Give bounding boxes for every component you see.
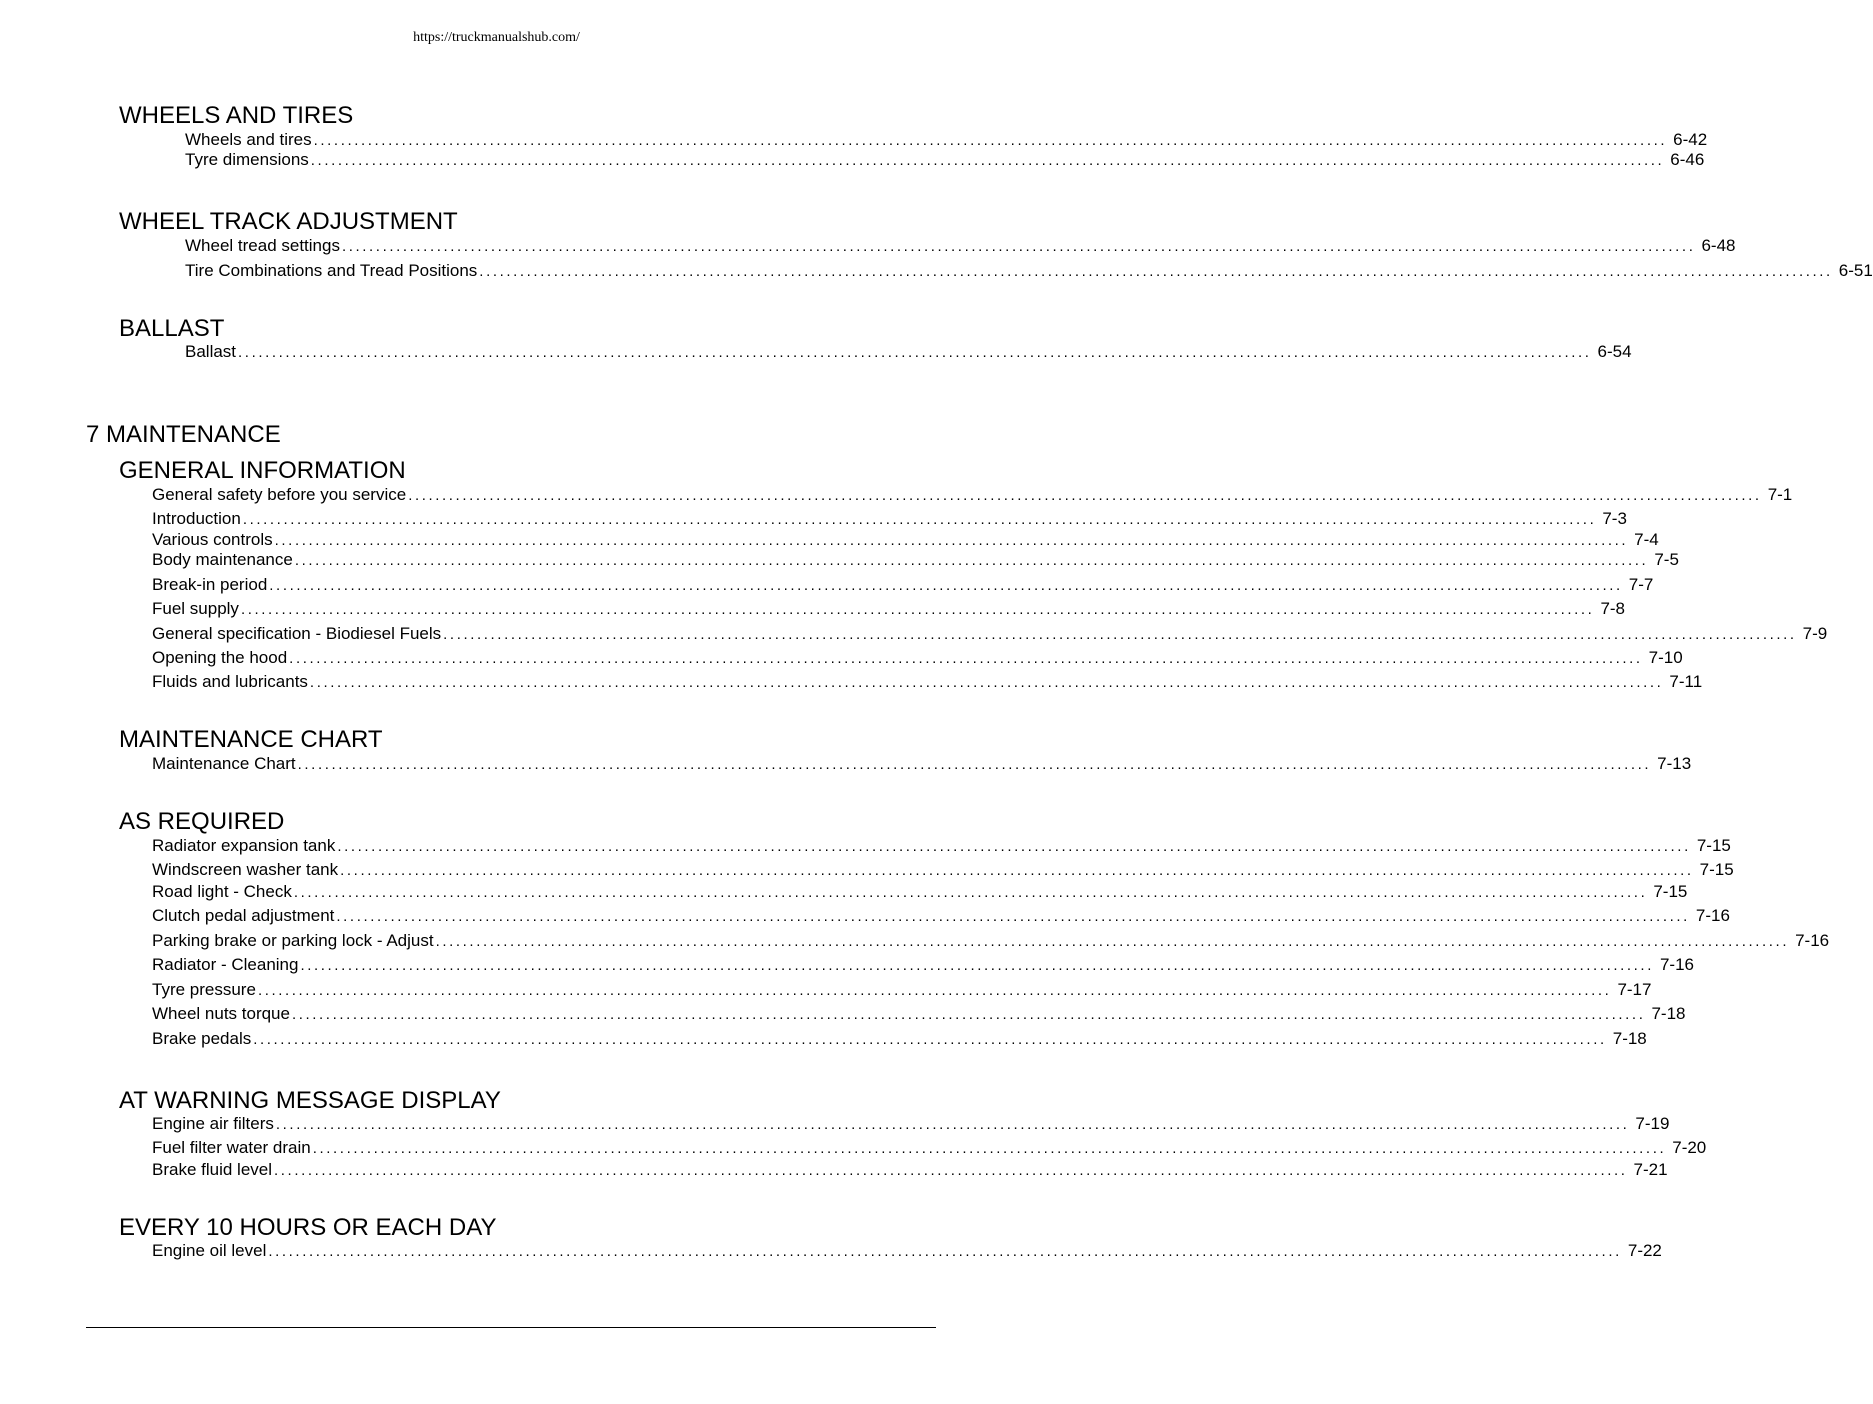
toc-entry-label: Fuel supply xyxy=(152,599,239,618)
toc-entry-page: 7-16 xyxy=(1795,931,1830,950)
toc-entry-label: Brake pedals xyxy=(152,1029,252,1048)
toc-entry-label: Fuel filter water drain xyxy=(152,1138,311,1157)
dot-leader: ........................................................................................................................................................................................................ xyxy=(408,487,1762,504)
toc-entry-label: Windscreen washer tank xyxy=(152,860,339,879)
toc-entry[interactable] xyxy=(152,574,1654,596)
toc-entry-page: 7-19 xyxy=(1635,1114,1670,1133)
toc-entry-page: 7-9 xyxy=(1802,624,1828,643)
toc-entry-label: Break-in period xyxy=(152,575,268,594)
toc-entry[interactable] xyxy=(152,484,1793,506)
toc-entry-label: Road light - Check xyxy=(152,882,292,901)
toc-entry-page: 7-10 xyxy=(1648,648,1683,667)
toc-entry[interactable] xyxy=(152,859,1734,881)
toc-entry-label: Brake fluid level xyxy=(152,1160,273,1179)
dot-leader: ........................................................................................................................................................................................................ xyxy=(289,650,1643,667)
toc-entry-page: 7-22 xyxy=(1627,1241,1662,1260)
toc-entry[interactable] xyxy=(152,930,1830,952)
toc-entry-page: 7-15 xyxy=(1696,836,1731,855)
toc-entry[interactable] xyxy=(152,1240,1662,1262)
toc-entry[interactable] xyxy=(152,671,1703,693)
dot-leader: ........................................................................................................................................................................................................ xyxy=(291,1006,1646,1023)
toc-entry-page: 7-1 xyxy=(1767,485,1793,504)
toc-entry-label: Engine oil level xyxy=(152,1241,267,1260)
dot-leader: ........................................................................................................................................................................................................ xyxy=(337,838,1691,855)
toc-entry-label: Wheel tread settings xyxy=(185,236,340,255)
section-heading-at-warning-message-display: AT WARNING MESSAGE DISPLAY xyxy=(119,1087,501,1114)
section-heading-ballast: BALLAST xyxy=(119,315,225,342)
dot-leader: ........................................................................................................................................................................................................ xyxy=(274,1162,1628,1179)
dot-leader: ........................................................................................................................................................................................................ xyxy=(341,238,1696,255)
dot-leader: ........................................................................................................................................................................................................ xyxy=(297,756,1652,773)
toc-entry-page: 7-16 xyxy=(1659,955,1694,974)
section-heading-every-10-hours: EVERY 10 HOURS OR EACH DAY xyxy=(119,1214,497,1241)
toc-entry-label: General safety before you service xyxy=(152,485,407,504)
toc-entry-label: Parking brake or parking lock - Adjust xyxy=(152,931,434,950)
toc-entry-page: 6-42 xyxy=(1673,130,1708,149)
section-heading-wheels-and-tires: WHEELS AND TIRES xyxy=(119,102,354,129)
toc-entry-label: Ballast xyxy=(185,342,237,361)
toc-entry[interactable] xyxy=(152,1137,1707,1159)
toc-entry-page: 7-17 xyxy=(1617,980,1652,999)
toc-entry-page: 6-54 xyxy=(1597,342,1632,361)
toc-entry-label: Tire Combinations and Tread Positions xyxy=(185,261,478,280)
dot-leader: ........................................................................................................................................................................................................ xyxy=(242,511,1597,528)
toc-entry-label: Tyre pressure xyxy=(152,980,256,999)
toc-entry-page: 7-8 xyxy=(1600,599,1626,618)
toc-entry-page: 7-11 xyxy=(1669,672,1703,691)
toc-entry-page: 7-20 xyxy=(1672,1138,1707,1157)
toc-entry[interactable] xyxy=(185,260,1873,282)
dot-leader: ........................................................................................................................................................................................................ xyxy=(443,626,1797,643)
dot-leader: ........................................................................................................................................................................................................ xyxy=(312,1140,1667,1157)
dot-leader: ........................................................................................................................................................................................................ xyxy=(257,982,1612,999)
toc-entry-label: Opening the hood xyxy=(152,648,288,667)
toc-entry[interactable] xyxy=(152,508,1627,530)
toc-entry-label: Engine air filters xyxy=(152,1114,274,1133)
toc-entry-label: Fluids and lubricants xyxy=(152,672,308,691)
toc-entry[interactable] xyxy=(152,753,1692,775)
toc-entry-label: Wheel nuts torque xyxy=(152,1004,290,1023)
dot-leader: ........................................................................................................................................................................................................ xyxy=(336,908,1690,925)
dot-leader: ........................................................................................................................................................................................................ xyxy=(435,933,1790,950)
toc-entry-page: 7-5 xyxy=(1654,550,1679,569)
toc-entry-label: Wheels and tires xyxy=(185,130,312,149)
toc-entry[interactable] xyxy=(185,235,1736,257)
dot-leader: ........................................................................................................................................................................................................ xyxy=(293,884,1648,901)
dot-leader: ........................................................................................................................................................................................................ xyxy=(269,577,1623,594)
dot-leader: ........................................................................................................................................................................................................ xyxy=(340,862,1694,879)
toc-entry-label: Radiator - Cleaning xyxy=(152,955,299,974)
toc-entry[interactable] xyxy=(152,549,1679,571)
toc-entry[interactable] xyxy=(152,835,1731,857)
toc-entry[interactable] xyxy=(152,529,1659,551)
dot-leader: ........................................................................................................................................................................................................ xyxy=(274,532,1629,549)
toc-entry[interactable] xyxy=(185,129,1708,151)
toc-entry[interactable] xyxy=(152,979,1652,1001)
toc-entry-page: 7-15 xyxy=(1653,882,1688,901)
toc-entry[interactable] xyxy=(152,598,1626,620)
toc-entry-page: 7-7 xyxy=(1628,575,1654,594)
toc-entry[interactable] xyxy=(152,1028,1647,1050)
toc-entry-label: Various controls xyxy=(152,530,273,549)
toc-entry-page: 7-3 xyxy=(1602,509,1627,528)
dot-leader: ........................................................................................................................................................................................................ xyxy=(240,601,1595,618)
toc-entry-page: 7-15 xyxy=(1699,860,1734,879)
dot-leader: ........................................................................................................................................................................................................ xyxy=(300,957,1654,974)
toc-entry-page: 7-21 xyxy=(1633,1160,1668,1179)
dot-leader: ........................................................................................................................................................................................................ xyxy=(309,674,1664,691)
toc-entry-page: 7-18 xyxy=(1651,1004,1686,1023)
source-url: https://truckmanualshub.com/ xyxy=(413,30,580,45)
toc-entry-label: Clutch pedal adjustment xyxy=(152,906,335,925)
dot-leader: ........................................................................................................................................................................................................ xyxy=(253,1031,1607,1048)
toc-entry-page: 7-16 xyxy=(1695,906,1730,925)
dot-leader: ........................................................................................................................................................................................................ xyxy=(313,132,1668,149)
dot-leader: ........................................................................................................................................................................................................ xyxy=(294,552,1649,569)
chapter-heading: 7 MAINTENANCE xyxy=(86,421,281,448)
toc-entry[interactable] xyxy=(152,954,1694,976)
toc-entry[interactable] xyxy=(152,1159,1668,1181)
toc-entry[interactable] xyxy=(185,149,1705,171)
footer-rule xyxy=(86,1327,936,1328)
toc-entry[interactable] xyxy=(152,623,1828,645)
toc-entry-label: Radiator expansion tank xyxy=(152,836,336,855)
dot-leader: ........................................................................................................................................................................................................ xyxy=(238,344,1592,361)
toc-entry-page: 7-13 xyxy=(1657,754,1692,773)
toc-entry-page: 6-48 xyxy=(1701,236,1736,255)
section-heading-as-required: AS REQUIRED xyxy=(119,808,285,835)
toc-entry[interactable] xyxy=(152,1113,1670,1135)
toc-entry-page: 6-51 xyxy=(1838,261,1873,280)
toc-entry-page: 7-4 xyxy=(1634,530,1659,549)
toc-entry[interactable] xyxy=(152,647,1683,669)
toc-entry[interactable] xyxy=(185,341,1632,363)
dot-leader: ........................................................................................................................................................................................................ xyxy=(275,1116,1630,1133)
toc-entry-page: 6-46 xyxy=(1670,150,1705,169)
dot-leader: ........................................................................................................................................................................................................ xyxy=(310,152,1665,169)
toc-entry[interactable] xyxy=(152,1003,1686,1025)
dot-leader: ........................................................................................................................................................................................................ xyxy=(479,263,1833,280)
section-heading-general-information: GENERAL INFORMATION xyxy=(119,457,406,484)
toc-entry-label: Introduction xyxy=(152,509,241,528)
toc-entry-label: General specification - Biodiesel Fuels xyxy=(152,624,442,643)
section-heading-maintenance-chart: MAINTENANCE CHART xyxy=(119,726,383,753)
toc-entry-page: 7-18 xyxy=(1612,1029,1647,1048)
toc-entry-label: Maintenance Chart xyxy=(152,754,296,773)
toc-entry[interactable] xyxy=(152,905,1730,927)
section-heading-wheel-track-adjustment: WHEEL TRACK ADJUSTMENT xyxy=(119,208,458,235)
toc-entry[interactable] xyxy=(152,881,1688,903)
dot-leader: ........................................................................................................................................................................................................ xyxy=(268,1243,1622,1260)
toc-entry-label: Body maintenance xyxy=(152,550,293,569)
toc-entry-label: Tyre dimensions xyxy=(185,150,309,169)
